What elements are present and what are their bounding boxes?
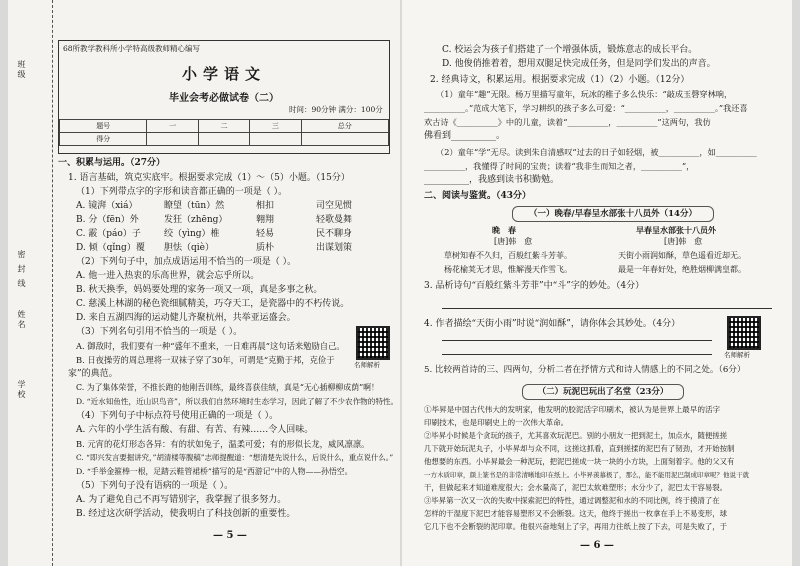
score-input-cell[interactable] — [301, 133, 388, 146]
q1-2-option: B. 秋天换季，妈妈要处理的家务一项又一项，真是多事之秋。 — [76, 285, 323, 295]
score-input-cell[interactable] — [250, 133, 301, 146]
qr-code-icon[interactable] — [727, 316, 761, 350]
gutter-seal-label: 密 封 线 — [17, 250, 26, 290]
q1-4-option: B. 元宵的花灯形态各异：有的状如兔子，温柔可爱；有的形似长龙，威风凛凛。 — [76, 439, 370, 449]
q1-5-option: A. 为了避免自己不再写错别字，我掌握了很多努力。 — [76, 495, 287, 505]
q1-4-option: D. “手举金箍棒一根，足踏云鞋管裙桥”描写的是“西游记”中的人物——孙悟空。 — [76, 467, 353, 476]
q1-3-option: C. 为了集体荣誉，不推长跑的他刚吾训练，最终喜获佳绩，真是“无心插柳柳成荫”啊！ — [76, 383, 379, 392]
q1-2-stem: （2）下列句子中，加点成语运用不恰当的一项是（ ）。 — [76, 257, 297, 267]
q2-1-line: __________。”范成大笔下，学习耕织的孩子多么可爱：“__________，__________。”我还喜 — [424, 103, 748, 113]
q1-stem: 1. 语言基础，筑克实底牢。根据要求完成（1）～（5）小题。（15分） — [68, 173, 350, 183]
poem2-author: [唐]韩 愈 — [664, 237, 703, 246]
exam-header — [58, 40, 390, 154]
story-line: ③毕昇第一次又一次的失败中探索泥巴的特性，通过调整泥和水的不同比例，终于摸清了在 — [424, 496, 720, 505]
q2-2-line: __________，我懂得了时间的宝贵；读着“我非生而知之者，__________”， — [424, 161, 695, 171]
q3-stem: 3. 品析诗句“百般红紫斗芳菲”中“斗”字的妙处。（4分） — [424, 281, 645, 291]
exam-subtitle: 毕业会考必做试卷（二） — [169, 93, 279, 104]
score-header-cell: 总分 — [301, 120, 388, 133]
q1-3-stem: （3）下列名句引用不恰当的一项是（ ）。 — [76, 327, 243, 337]
score-input-cell[interactable] — [198, 133, 249, 146]
section1-heading: 一、积累与运用。（27分） — [58, 158, 166, 168]
poem2-line: 最是一年春好处，绝胜烟柳满皇都。 — [618, 265, 746, 274]
q1-4-option: A. 六年的小学生活有酸、有甜、有苦、有辣……令人回味。 — [76, 425, 314, 435]
q1-4-option: C. “即兴发言要掘讲究，”胡清楼等腹稿”志师提醒道：“想清楚先说什么，后说什么，重点说什么。” — [76, 453, 394, 462]
score-header-cell: 一 — [147, 120, 198, 133]
left-page — [8, 0, 400, 566]
story-line: 一方木质印章，颜上篆书是的非常清晰地印在纸上。小毕昇羡慕极了，那么，能不能用泥巴制成印章呢？他说干就 — [424, 471, 749, 479]
q1-1-option: C. 霰（páo）子 绞（yìng）椎 轻易 民不聊身 — [76, 229, 353, 239]
q1-1-stem: （1）下列带点字的字形和读音都正确的一项是（ ）。 — [76, 187, 288, 197]
gutter-school-label: 学校 — [17, 380, 26, 400]
q1-1-option: A. 镜湃（xiá） 瞭望（tūn）然 相扣 司空见惯 — [76, 201, 353, 211]
qr-label: 名师解析 — [724, 351, 750, 359]
q2-1-line: 佛看到__________。 — [424, 131, 506, 141]
story-line: 它几下也不会断裂的泥印章。他很兴奋地刻上了字，再用力往纸上按了下去，可是失败了，于 — [424, 522, 728, 531]
poem2-line: 天街小雨润如酥，草色遥看近却无。 — [618, 251, 746, 260]
gutter-class-label: 班级 — [17, 60, 26, 80]
page-number: — 5 — — [213, 530, 247, 541]
q1-4-stem: （4）下列句子中标点符号使用正确的一项是（ ）。 — [76, 411, 279, 421]
score-input-cell[interactable] — [147, 133, 198, 146]
time-score-info: 时间：90分钟 满分：100分 — [289, 105, 383, 114]
poem1-author: [唐]韩 愈 — [494, 237, 533, 246]
answer-line[interactable] — [442, 354, 712, 355]
answer-line[interactable] — [442, 308, 772, 309]
q1-3-option: D. “近水知鱼性，近山识鸟音”，所以我们自然环境时生态学习，因此了解了不少农作物的特性。 — [76, 397, 399, 406]
q4-stem: 4. 作者描绘“天街小雨”时说“润如酥”，请你体会其妙处。（4分） — [424, 319, 681, 329]
binding-gutter — [8, 0, 53, 566]
qr-code-icon[interactable] — [356, 326, 390, 360]
answer-line[interactable] — [442, 340, 712, 341]
section2-heading: 二、阅读与鉴赏。（43分） — [424, 191, 532, 201]
q1-1-option: D. 倾（qǐng）覆 胆怯（qiè） 质朴 出谋划策 — [76, 243, 353, 253]
gutter-name-label: 姓名 — [17, 310, 26, 330]
score-row-label: 得分 — [60, 133, 147, 146]
q2-2-line: __________，我感到读书积勤勉。 — [424, 175, 560, 185]
story-line: ②毕昇小时候是个贪玩的孩子，尤其喜欢玩泥巴。别的小朋友一把到泥土，加点水，随便搓搓 — [424, 431, 728, 440]
q1-2-option: D. 来自五湖四海的运动健儿齐聚杭州，共举亚运盛会。 — [76, 313, 296, 323]
poem-section-title: （一）晚春/早春呈水部张十八员外（14分） — [512, 206, 714, 222]
q1-5-option: D. 他俊俏推着着，想用双腿足快完成任务，但是同学们发出的声音。 — [442, 59, 716, 69]
story-line: 他想要的东西。小毕昇最会一种泥玩，把泥巴搓成一块一块的小方块，上面刻着字。他的父又有 — [424, 457, 735, 466]
poem1-line: 杨花榆荚无才思，惟解漫天作雪飞。 — [444, 265, 572, 274]
q5-stem: 5. 比较两首诗的三、四两句，分析二者在抒情方式和诗人情感上的不同之处。（6分） — [424, 365, 746, 375]
q2-1-line: （1）童年“趣”无限。杨万里描写童年，玩冰的稚子多么快乐：“敲成玉磬穿林响， — [436, 89, 733, 99]
q1-1-option: B. 分（fēn）外 发狂（zhēng） 翱翔 轻歌曼舞 — [76, 215, 353, 225]
exam-title: 小学语文 — [181, 65, 266, 83]
qr-label: 名师解析 — [354, 361, 380, 369]
story-line: 怎样的干湿度下泥巴才能容易塑形又不会断裂。这天，他终于搓出一枚拿在手上不易变形，球 — [424, 509, 728, 518]
right-page — [402, 0, 792, 566]
page-number: — 6 — — [580, 540, 614, 551]
story-line: ①毕昇是中国古代伟大的发明家，他发明的胶泥活字印刷术，被认为是世界上最早的活字 — [424, 405, 721, 414]
q1-2-option: C. 慈溪上林湖的秘色瓷细腻精美，巧夺天工，是瓷器中的不朽传说。 — [76, 299, 350, 309]
story-line: 几下就开始玩泥丸子，小毕昇却与众不同，这搓这抓看，直到搓揉的泥巴有了韧劲，才开始按制 — [424, 444, 735, 453]
q2-1-line: 欢古诗《__________》中的儿童，读着“__________，__________”这两句，我仿 — [424, 117, 711, 127]
score-header-cell: 题号 — [60, 120, 147, 133]
poem2-title: 早春呈水部张十八员外 — [636, 225, 716, 235]
q1-5-stem: （5）下列句子没有语病的一项是（ ）。 — [76, 481, 234, 491]
q2-stem: 2. 经典诗文，积累运用。根据要求完成（1）（2）小题。（12分） — [430, 75, 690, 85]
q2-2-line: （2）童年“学”无尽。读到朱自清感叹“过去的日子如轻烟，被__________，如__________ — [436, 147, 757, 157]
q1-3-option: B. 日夜操劳的周总理将一双袜子穿了30年，可谓是“克勤于邦，克俭于 — [76, 355, 335, 365]
q1-2-option: A. 他一进入热衷的乐高世界，就会忘乎所以。 — [76, 271, 260, 281]
q1-3-option: 家”的典范。 — [68, 369, 118, 379]
score-header-cell: 三 — [250, 120, 301, 133]
story-line: 干，但做起来才知道难度很大；会水量高了，泥巴太软难塑形；水分少了，泥巴太干容易裂。 — [424, 483, 728, 492]
q1-3-option: A. 御敌时，我们要有一种“盛年不重来，一日难再晨”这句话来勉励自己。 — [76, 341, 345, 351]
poem1-title: 晚 春 — [492, 225, 516, 235]
q1-5-option: B. 经过这次研学活动，使我明白了科技创新的重要性。 — [76, 509, 296, 519]
score-table — [59, 119, 389, 146]
q1-5-option: C. 校运会为孩子们搭建了一个增强体质，锻炼意志的成长平台。 — [442, 45, 698, 55]
poem1-line: 草树知春不久归，百般红紫斗芳菲。 — [444, 251, 572, 260]
story-line: 印刷技术，也是印刷史上的一次伟大革命。 — [424, 418, 569, 427]
publisher-line: 68所教学教科所小学特高级教师精心编写 — [63, 44, 201, 53]
story-section-title: （二）玩泥巴玩出了名堂（23分） — [522, 384, 684, 400]
score-header-cell: 二 — [198, 120, 249, 133]
